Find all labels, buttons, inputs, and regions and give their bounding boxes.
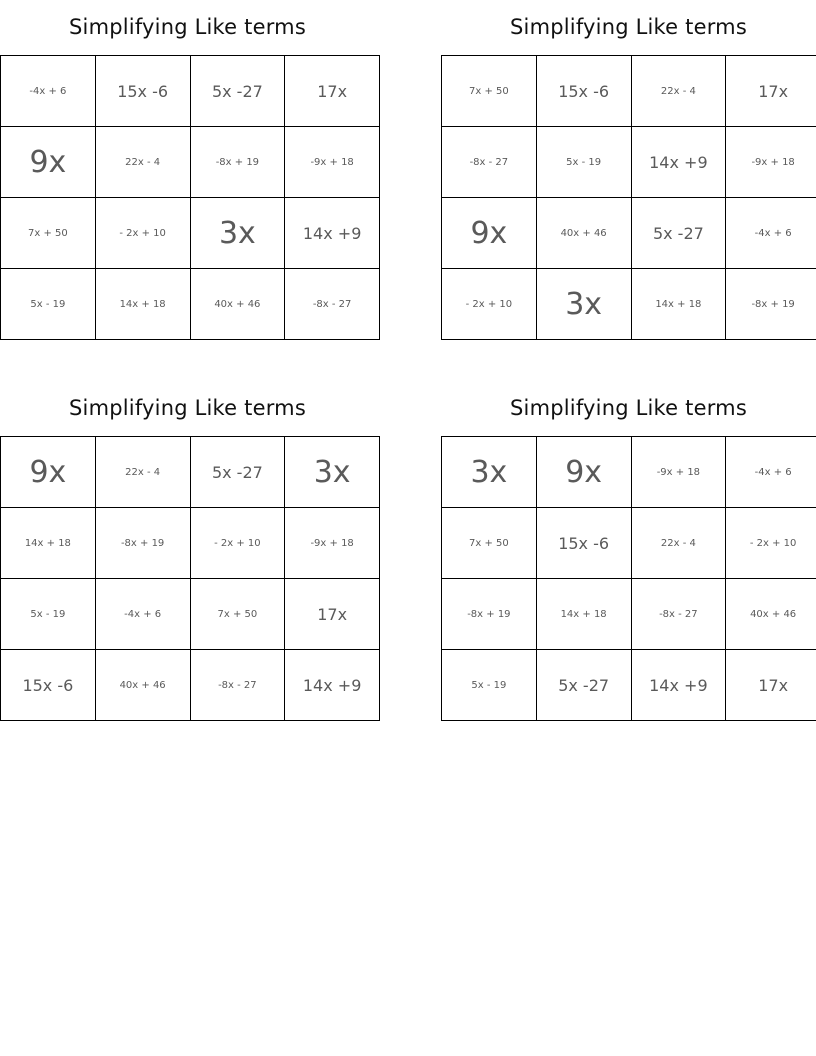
grid-cell: 3x: [285, 437, 380, 508]
puzzle-title: Simplifying Like terms: [510, 15, 747, 39]
puzzle-grid: [441, 436, 816, 721]
grid-cell: 9x: [1, 437, 96, 508]
grid-cell: 14x + 18: [631, 269, 726, 340]
grid-cell: -4x + 6: [95, 579, 190, 650]
grid-cell: 15x -6: [536, 508, 631, 579]
grid-cell: 22x - 4: [95, 127, 190, 198]
puzzle-grid: [0, 436, 380, 721]
grid-cell: 5x - 19: [1, 579, 96, 650]
grid-cell: -8x + 19: [726, 269, 816, 340]
grid-cell: - 2x + 10: [442, 269, 537, 340]
grid-cell: 7x + 50: [442, 508, 537, 579]
grid-cell: 5x - 19: [1, 269, 96, 340]
grid-row: [1, 56, 380, 127]
grid-cell: 40x + 46: [190, 269, 285, 340]
puzzle-title: Simplifying Like terms: [69, 396, 306, 420]
grid-cell: 15x -6: [95, 56, 190, 127]
grid-cell: 14x +9: [631, 127, 726, 198]
puzzle-grid: [441, 55, 816, 340]
grid-cell: -9x + 18: [285, 127, 380, 198]
grid-cell: 40x + 46: [536, 198, 631, 269]
grid-cell: 17x: [285, 579, 380, 650]
grid-cell: 9x: [442, 198, 537, 269]
grid-cell: 22x - 4: [631, 56, 726, 127]
grid-cell: -8x - 27: [190, 650, 285, 721]
grid-cell: -4x + 6: [1, 56, 96, 127]
grid-cell: 5x - 19: [442, 650, 537, 721]
grid-row: [1, 127, 380, 198]
grid-cell: 15x -6: [536, 56, 631, 127]
grid-cell: 14x + 18: [1, 508, 96, 579]
grid-cell: 14x + 18: [536, 579, 631, 650]
grid-row: [1, 437, 380, 508]
grid-cell: -4x + 6: [726, 437, 816, 508]
grid-row: [442, 437, 816, 508]
grid-row: [442, 650, 816, 721]
grid-cell: 14x +9: [631, 650, 726, 721]
grid-cell: -8x - 27: [631, 579, 726, 650]
grid-cell: -4x + 6: [726, 198, 816, 269]
grid-row: [442, 198, 816, 269]
grid-row: [1, 579, 380, 650]
grid-cell: 5x -27: [190, 437, 285, 508]
grid-cell: -8x - 27: [285, 269, 380, 340]
grid-cell: 15x -6: [1, 650, 96, 721]
grid-cell: -8x - 27: [442, 127, 537, 198]
grid-row: [442, 579, 816, 650]
grid-row: [1, 650, 380, 721]
grid-cell: 22x - 4: [95, 437, 190, 508]
grid-cell: 14x +9: [285, 650, 380, 721]
grid-cell: 14x +9: [285, 198, 380, 269]
grid-row: [1, 508, 380, 579]
grid-cell: 9x: [536, 437, 631, 508]
grid-cell: 3x: [536, 269, 631, 340]
grid-cell: 5x - 19: [536, 127, 631, 198]
grid-cell: 7x + 50: [190, 579, 285, 650]
grid-row: [442, 269, 816, 340]
grid-cell: 14x + 18: [95, 269, 190, 340]
grid-cell: -8x + 19: [442, 579, 537, 650]
grid-cell: -8x + 19: [95, 508, 190, 579]
grid-cell: 17x: [726, 650, 816, 721]
grid-cell: 5x -27: [190, 56, 285, 127]
puzzle-grid: [0, 55, 380, 340]
grid-cell: 7x + 50: [442, 56, 537, 127]
grid-cell: 40x + 46: [95, 650, 190, 721]
grid-row: [442, 127, 816, 198]
grid-cell: 40x + 46: [726, 579, 816, 650]
grid-cell: - 2x + 10: [190, 508, 285, 579]
grid-cell: -8x + 19: [190, 127, 285, 198]
grid-cell: -9x + 18: [285, 508, 380, 579]
grid-cell: 9x: [1, 127, 96, 198]
grid-cell: 3x: [190, 198, 285, 269]
puzzle-title: Simplifying Like terms: [69, 15, 306, 39]
grid-cell: 3x: [442, 437, 537, 508]
grid-row: [442, 56, 816, 127]
grid-row: [442, 508, 816, 579]
grid-row: [1, 198, 380, 269]
grid-cell: 7x + 50: [1, 198, 96, 269]
grid-cell: 17x: [285, 56, 380, 127]
grid-cell: - 2x + 10: [95, 198, 190, 269]
grid-cell: 5x -27: [536, 650, 631, 721]
grid-row: [1, 269, 380, 340]
grid-cell: 5x -27: [631, 198, 726, 269]
grid-cell: - 2x + 10: [726, 508, 816, 579]
grid-cell: 17x: [726, 56, 816, 127]
grid-cell: -9x + 18: [726, 127, 816, 198]
grid-cell: -9x + 18: [631, 437, 726, 508]
puzzle-title: Simplifying Like terms: [510, 396, 747, 420]
grid-cell: 22x - 4: [631, 508, 726, 579]
